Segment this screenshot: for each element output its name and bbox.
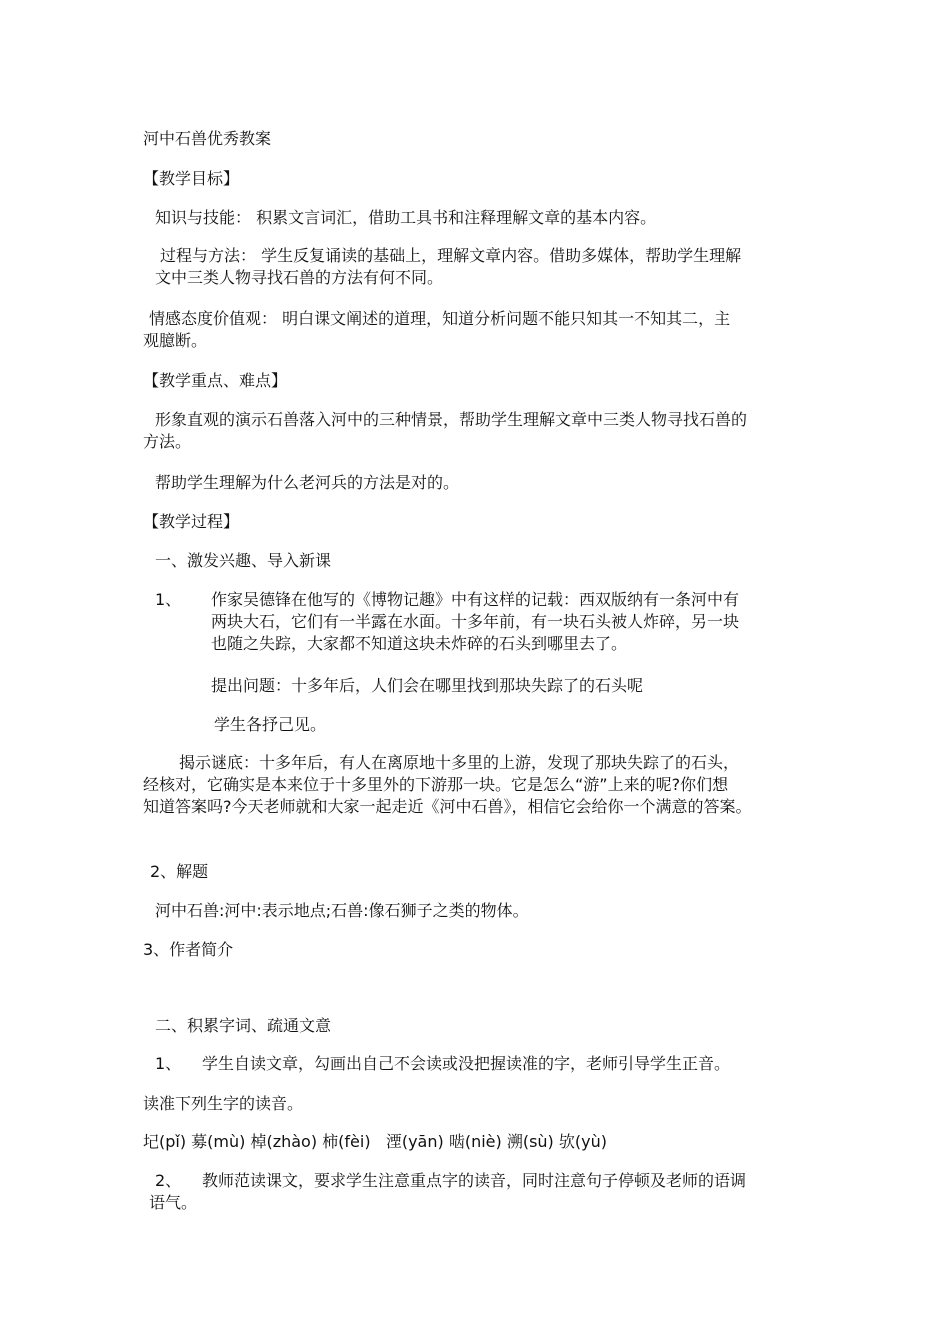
- goal-emotion-line2: 观臆断。: [143, 331, 208, 350]
- item-3-heading: 3、作者简介: [143, 940, 234, 959]
- goals-heading: 【教学目标】: [143, 169, 240, 188]
- reveal-line2: 经核对，它确实是本来位于十多里外的下游那一块。它是怎么“游”上来的呢?你们想: [143, 775, 729, 794]
- item-1-line1: 作家吴德锋在他写的《博物记趣》中有这样的记载：西双版纳有一条河中有: [211, 590, 740, 609]
- goal-emotion-line1: 情感态度价值观： 明白课文阐述的道理，知道分析问题不能只知其一不知其二，主: [149, 309, 731, 328]
- s2-item-2-line1: 教师范读课文，要求学生注意重点字的读音，同时注意句子停顿及老师的语调: [202, 1171, 747, 1190]
- key-point-1-line2: 方法。: [143, 432, 192, 451]
- goal-process: [143, 245, 741, 289]
- s2-item-2-line2: 语气。: [149, 1193, 198, 1212]
- question-text: 提出问题：十多年后，人们会在哪里找到那块失踪了的石头呢: [211, 676, 644, 695]
- goal-process-line2: 文中三类人物寻找石兽的方法有何不同。: [155, 268, 444, 287]
- s2-item-1-text: 学生自读文章，勾画出自己不会读或没把握读准的字，老师引导学生正音。: [202, 1054, 731, 1073]
- key-point-2: 帮助学生理解为什么老河兵的方法是对的。: [155, 473, 460, 492]
- reveal-paragraph: [143, 752, 752, 818]
- students-text: 学生各抒己见。: [214, 715, 327, 734]
- goal-process-line1: 过程与方法： 学生反复诵读的基础上，理解文章内容。借助多媒体，帮助学生理解: [160, 246, 742, 265]
- reveal-line3: 知道答案吗?今天老师就和大家一起走近《河中石兽》，相信它会给你一个满意的答案。: [143, 797, 752, 816]
- key-point-1: [143, 409, 747, 453]
- goal-knowledge: 知识与技能： 积累文言词汇，借助工具书和注释理解文章的基本内容。: [155, 208, 657, 227]
- s2-item-2-number: 2、: [155, 1171, 182, 1190]
- item-1-line3: 也随之失踪，大家都不知道这块未炸碎的石头到哪里去了。: [211, 634, 628, 653]
- item-1-line2: 两块大石，它们有一半露在水面。十多年前，有一块石头被人炸碎，另一块: [211, 612, 740, 631]
- document-title: 河中石兽优秀教案: [143, 129, 272, 148]
- key-point-1-line1: 形象直观的演示石兽落入河中的三种情景，帮助学生理解文章中三类人物寻找石兽的: [155, 410, 748, 429]
- reveal-line1: 揭示谜底：十多年后，有人在离原地十多里的上游，发现了那块失踪了的石头，: [179, 753, 740, 772]
- section-2-heading: 二、积累字词、疏通文意: [155, 1016, 332, 1035]
- key-points-heading: 【教学重点、难点】: [143, 371, 288, 390]
- item-2-text: 河中石兽:河中:表示地点;石兽:像石狮子之类的物体。: [155, 901, 529, 920]
- pinyin-line: 圮(pǐ) 募(mù) 棹(zhào) 柿(fèi) 湮(yān) 啮(niè) 溯(sù) 欤(yù): [143, 1132, 607, 1151]
- goal-emotion: [143, 308, 730, 352]
- s2-item-2-text: [143, 1170, 746, 1214]
- read-label: 读准下列生字的读音。: [143, 1094, 304, 1113]
- item-1-number: 1、: [155, 590, 182, 609]
- item-2-heading: 2、解题: [150, 862, 209, 881]
- s2-item-1-number: 1、: [155, 1054, 182, 1073]
- process-heading: 【教学过程】: [143, 512, 240, 531]
- section-1-heading: 一、激发兴趣、导入新课: [155, 551, 332, 570]
- item-1-text: [211, 589, 739, 655]
